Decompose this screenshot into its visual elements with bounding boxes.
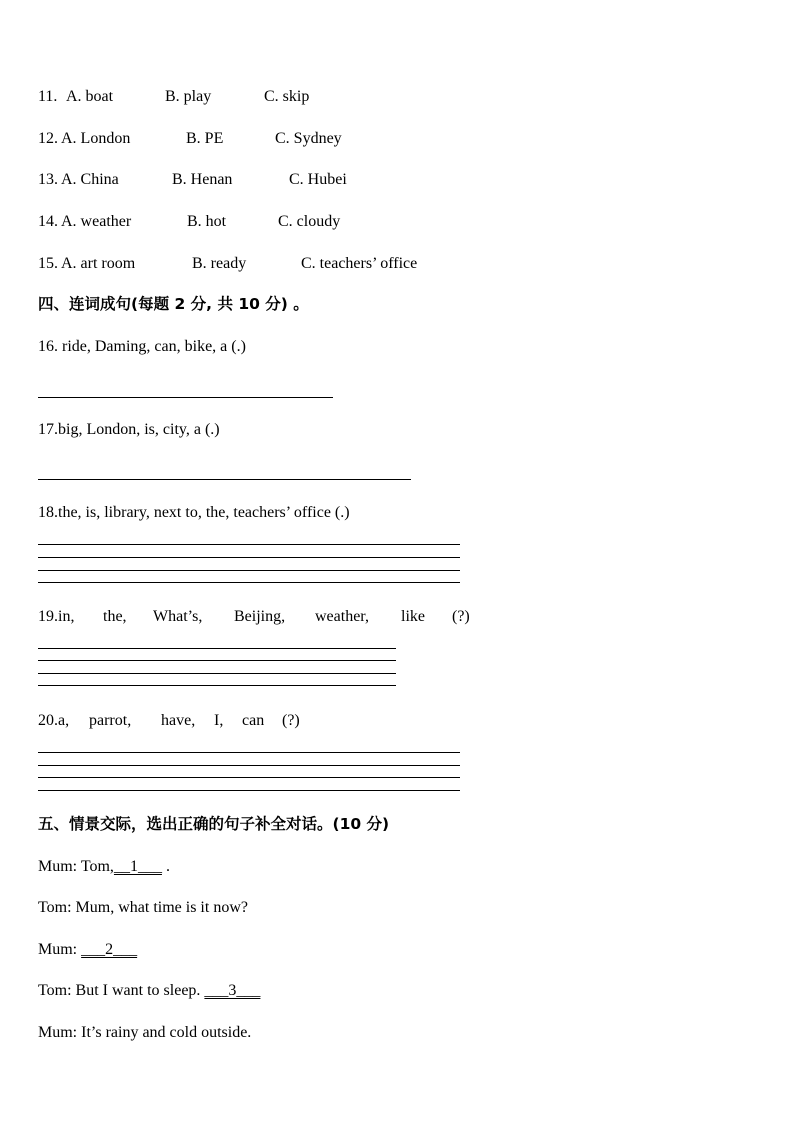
option-a: A. boat — [66, 88, 114, 105]
speaker-text: Mum: Tom, — [38, 858, 114, 875]
answer-line — [38, 765, 460, 766]
question-16: 16. ride, Daming, can, bike, a (.) — [38, 338, 246, 355]
answer-line — [38, 648, 396, 649]
dialogue-line-4 — [38, 981, 260, 1001]
answer-line — [38, 397, 333, 398]
dialogue-line-5: Mum: It’s rainy and cold outside. — [38, 1024, 252, 1041]
section-5-title: 五、情景交际，选出正确的句子补全对话。(10 分) — [38, 815, 390, 833]
option-b: B. hot — [187, 213, 227, 230]
section-4-title: 四、连词成句(每题 2 分, 共 10 分) 。 — [38, 295, 309, 313]
answer-line — [38, 685, 396, 686]
option-a: A. art room — [61, 255, 136, 272]
dialogue-line-3 — [38, 940, 137, 960]
option-a: A. China — [61, 171, 119, 188]
word: weather, — [315, 608, 369, 625]
option-c: C. cloudy — [278, 213, 341, 230]
answer-line — [38, 673, 396, 674]
blank-3: ___3___ — [204, 982, 261, 999]
answer-line — [38, 544, 460, 545]
option-c: C. teachers’ office — [301, 255, 418, 272]
dialogue-line-2: Tom: Mum, what time is it now? — [38, 899, 248, 916]
question-number: 13. — [38, 171, 58, 188]
answer-line — [38, 582, 460, 583]
question-17: 17.big, London, is, city, a (.) — [38, 421, 220, 438]
word: What’s, — [153, 608, 203, 625]
word: Beijing, — [234, 608, 286, 625]
question-number: 12. — [38, 130, 58, 147]
question-number: 19.in, — [38, 608, 75, 625]
question-number: 15. — [38, 255, 58, 272]
speaker-text: Tom: But I want to sleep. — [38, 982, 205, 999]
answer-line — [38, 660, 396, 661]
word: can — [242, 712, 265, 729]
option-b: B. ready — [192, 255, 247, 272]
word: (?) — [282, 712, 300, 729]
option-b: B. play — [165, 88, 212, 105]
question-number: 14. — [38, 213, 58, 230]
word: I, — [214, 712, 224, 729]
speaker-text: Mum: — [38, 941, 82, 958]
word: parrot, — [89, 712, 132, 729]
answer-line — [38, 557, 460, 558]
word: have, — [161, 712, 196, 729]
blank-2: ___2___ — [81, 941, 138, 958]
dialogue-line-1 — [38, 857, 170, 877]
line-end: . — [161, 858, 170, 875]
blank-1: __1___ — [113, 858, 162, 875]
answer-line — [38, 777, 460, 778]
word: (?) — [452, 608, 470, 625]
option-b: B. Henan — [172, 171, 233, 188]
option-c: C. skip — [264, 88, 310, 105]
option-a: A. London — [61, 130, 131, 147]
question-18: 18.the, is, library, next to, the, teachers’ office (.) — [38, 504, 350, 521]
question-number: 11. — [38, 88, 58, 105]
word: the, — [103, 608, 127, 625]
option-c: C. Hubei — [289, 171, 347, 188]
answer-line — [38, 479, 411, 480]
question-number: 20.a, — [38, 712, 70, 729]
answer-line — [38, 790, 460, 791]
answer-line — [38, 570, 460, 571]
option-b: B. PE — [186, 130, 224, 147]
option-a: A. weather — [61, 213, 132, 230]
answer-line — [38, 752, 460, 753]
word: like — [401, 608, 425, 625]
option-c: C. Sydney — [275, 130, 342, 147]
